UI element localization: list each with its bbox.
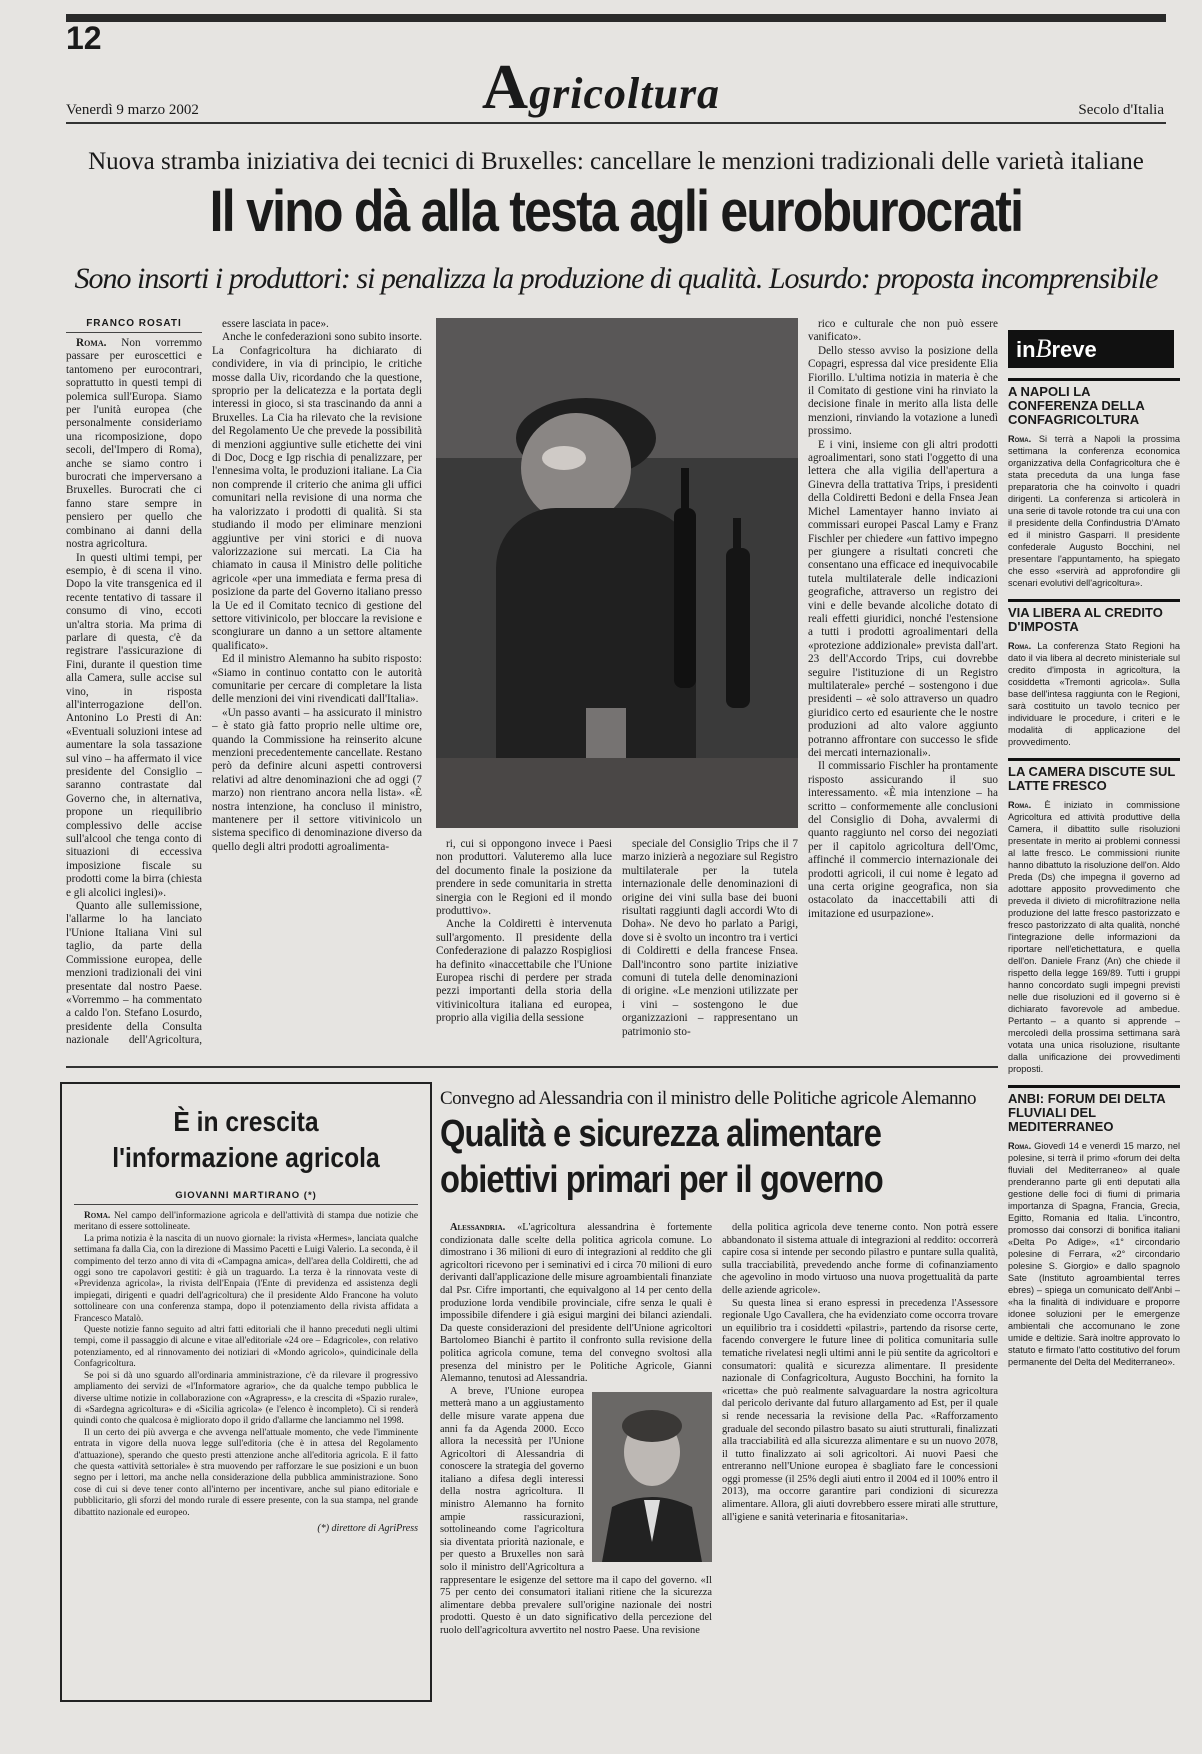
paragraph: «L'agricoltura alessandrina è fortemente condizionata dalle scelte della politica agricola comune. Lo dimostrano i 36 milioni di euro di integrazioni al reddito che gli agricoltori ricevono per i seminativi ed i circa 70 milioni di euro derivanti dall'applicazione delle misure agroambientali finanziate dal Psr. Cifre importanti, che equivalgono al 14 per cento della produzione lorda vendibile provinciale, cifre senza le quali è impossibile difendere i già esigui margini dei bilanci aziendali. Da queste considerazioni del presidente dell'Unione agricoltori Bartolomeo Bianchi è partito il confronto sulla revisione della politica agricola comune, tema del convegno svoltosi alla presenza del ministro per le Politiche Agricole, Gianni Alemanno, tenutosi ad Alessandria. bbox=[440, 1222, 712, 1385]
main-headline: Il vino dà alla testa agli euroburocrati bbox=[209, 179, 1023, 244]
paragraph: Quanto alle sullemissione, l'allarme lo ha lanciato l'Unione Italiana Vini sul taglio, da parte della Commissione europea, delle menzioni tradizionali dei vini presentate dal nostro Paese. «Vorremmo – ha commentato a caldo l'on. Stefano Losurdo, presidente della Consulta nazionale dell'Agricoltura, bbox=[66, 900, 202, 1047]
brief-title: A NAPOLI LA CONFERENZA DELLA CONFAGRICOLTURA bbox=[1008, 378, 1180, 427]
main-col-4 bbox=[622, 838, 798, 1060]
paragraph: Su questa linea si erano espressi in precedenza l'Assessore regionale Ugo Cavallera, che ha evidenziato come occorra trovare un equilibrio tra i cosiddetti «pilastri», partendo da risorse certe, facendo convergere le future linee di politica comunitaria sulle tematiche rivelatesi negli ultimi anni le più sentite da agricoltori e consumatori: qualità e sicurezza alimentare. Il presidente nazionale di Confagricoltura, Augusto Bocchini, ha fornito la «ricetta» che può realmente salvaguardare la nostra agricoltura dal pericolo derivante dal futuro allargamento ad Est, per il quale si rende necessaria la revisione della Pac. «Rafforzamento graduale del secondo pilastro basato su aiuti strutturali, finalizzati alla tracciabilità ed alla sicurezza alimentare e su un nuovo 2078, il tutto finalizzato ai soli agricoltori. Ai nuovi Paesi che entreranno nell'Unione europea è sbagliato fare le concessioni oggi promesse (il 25% degli aiuti entro il 2004 ed il 100% entro il 2013), ma occorre garantire pari condizioni di sicurezza alimentare. Allora, gli aiuti dovrebbero essere mirati alle strutture, all'igiene e sanità veterinaria e fitosanitaria». bbox=[722, 1297, 998, 1523]
in-breve-sidebar bbox=[1008, 330, 1180, 1730]
box-title-line1: È in crescita bbox=[173, 1106, 319, 1137]
top-rule bbox=[66, 14, 1166, 22]
photo-wine-drinker bbox=[436, 318, 798, 828]
brief-lead: Roma. bbox=[1008, 641, 1032, 651]
masthead-rule bbox=[66, 122, 1166, 124]
brief-title: VIA LIBERA AL CREDITO D'IMPOSTA bbox=[1008, 599, 1180, 634]
brief-text bbox=[1008, 640, 1180, 748]
main-byline: FRANCO ROSATI bbox=[66, 318, 202, 333]
brief-body: Giovedì 14 e venerdì 15 marzo, nel polesine, si terrà il primo «forum dei delta fluviali del Mediterraneo» al quale prenderanno parte gli enti deputati alla gestione delle foci di fiumi di primaria importanza di Spagna, Francia, Grecia, Egitto, Romania ed Italia. L'incontro, promosso dai consorzi di bonifica italiani «Delta Po Adige», «1° circondario polesine di Ferrara, «2° circondario polesine S. Giorgio» e dallo spagnolo Sate (Instituto agroambiental terres ebres) – spiega un comunicato dell'Anbi – «ha la finalità di individuare e proporre idonee soluzioni per le emergenze ambientali che accomunano le zone umide e deltizie. Sarà inoltre approvato lo statuto e firmato l'atto costitutivo del forum permanente del Delta del Mediterraneo». bbox=[1008, 1141, 1180, 1367]
second-col-1 bbox=[440, 1222, 712, 1702]
second-headline-1: Qualità e sicurezza alimentare bbox=[440, 1113, 882, 1155]
brief-lead: Roma. bbox=[1008, 800, 1032, 810]
box-lead: Roma. bbox=[84, 1211, 111, 1221]
logo-rest: reve bbox=[1051, 337, 1097, 362]
box-body bbox=[74, 1211, 418, 1534]
paragraph: Nel campo dell'informazione agricola e dell'attività di stampa due notizie che meritano di essere sottolineate. bbox=[74, 1211, 419, 1233]
paper-name: Secolo d'Italia bbox=[1078, 102, 1164, 118]
second-headline-2: obiettivi primari per il governo bbox=[440, 1159, 883, 1201]
main-col-2 bbox=[212, 318, 422, 1058]
main-col-1 bbox=[66, 318, 202, 1048]
paragraph: rico e culturale che non può essere vanificato». bbox=[808, 318, 998, 344]
portrait-illustration bbox=[592, 1392, 712, 1562]
box-byline: GIOVANNI MARTIRANO (*) bbox=[74, 1190, 418, 1205]
logo-b: B bbox=[1035, 334, 1052, 363]
second-kicker: Convegno ad Alessandria con il ministro delle Politiche agricole Alemanno bbox=[440, 1088, 977, 1109]
main-kicker: Nuova stramba iniziativa dei tecnici di Bruxelles: cancellare le menzioni tradizionali delle varietà italiane bbox=[88, 148, 1144, 175]
paragraph: Il commissario Fischler ha prontamente risposto assicurando il suo interessamento. «È mia intenzione – ha scritto – conformemente alle conclusioni del Consiglio di Doha, avvalermi di quanto raggiunto nel corso dei negoziati per il capitolo agricoltura dell'Omc, affinché il commercio internazionale dei prodotti agricoli, il cui nome è legato ad una certa origine geografica, non sia ostacolato da inaccettabili atti di imitazione ed usurpazione». bbox=[808, 760, 998, 920]
paragraph: Non vorremmo passare per euroscettici e tantomeno per eurocontrari, soprattutto in questi tempi di polemica sull'Europa. Siamo per l'unità europea (che personalmente consideriamo una ricomposizione, dopo secoli, del'Impero di Roma), anche se siamo contro i burocrati che imperversano a Bruxelles. Burocrati che ci fanno stare sempre in pensiero per quello che combinano ai danni della nostra agricoltura. bbox=[66, 337, 202, 551]
paragraph: Ed il ministro Alemanno ha subito risposto: «Siamo in continuo contatto con le autorità comunitarie per cercare di completare la lista delle menzioni dei vini rivendicati dall'Italia». bbox=[212, 653, 422, 706]
main-lead: Roma. bbox=[76, 337, 107, 349]
paragraph: Anche le confederazioni sono subito insorte. La Confagricoltura ha dichiarato di condividere, in via di principio, le critiche mosse dalla Uiv, ricordando che la questione, sproprio per la delicatezza e la portata degli interessi in gioco, si sta trascinando da anni a Bruxelles. La Cia ha rilevato che la revisione del Regolamento Ue che prevede la possibilità di menzioni aggiuntive sulle etichette dei vini di Doc, Docg e Igp rischia di penalizzare, per l'ennesima volta, le produzioni italiane. La Cia non comprende il criterio che anima gli uffici comunitari nella revisione di una norma che ha valorizzato i prodotti di qualità. Si sta studiando il modo per eliminare menzioni aggiuntive per vini storici e di nuova valorizzazione sui mercati. La Cia ha chiamato in causa il Ministro delle politiche agricole «per una immediata e ferma presa di posizione da parte del Governo italiano presso la Ue ed il Comitato tecnico di gestione del settore vitivinicolo, per bloccare la revisione e scongiurare un danno a un settore altamente qualificato». bbox=[212, 331, 422, 652]
paragraph: In questi ultimi tempi, per esempio, è di scena il vino. Dopo la vite transgenica ed il recente tentativo di tassare il consumo di vino, eccoti un'altra storia. Ma prima di parlare di questa, c'è da registrare l'assicurazione di Fini, durante il question time alla Camera, sulle accise sul vino, in risposta all'interrogazione dell'on. Antonino Lo Presti di An: «Eventuali soluzioni intese ad aumentare la sola tassazione sul vino – ha affermato il vice presidente del Consiglio – saranno contrastate dal Governo che, in alternativa, propone un riequilibrio complessivo delle accise sull'alcool che tenga conto di situazioni di eccessiva imposizione fiscale su prodotti come la birra (chiesta e gli alcolici inglesi)». bbox=[66, 551, 202, 899]
box-title-line2: l'informazione agricola bbox=[112, 1142, 380, 1173]
brief-text bbox=[1008, 1140, 1180, 1368]
brief-title: ANBI: FORUM DEI DELTA FLUVIALI DEL MEDITERRANEO bbox=[1008, 1085, 1180, 1134]
section-cap: A bbox=[481, 51, 530, 122]
paragraph: Anche la Coldiretti è intervenuta sull'argomento. Il presidente della Confederazione di palazzo Rospigliosi ha definito «inaccettabile che l'Unione Europea rischi di perdere per strada pezzi importanti della storia della vitivinicoltura italiana ed europea, proprio alla vigilia della sessione bbox=[436, 918, 612, 1025]
brief-body: La conferenza Stato Regioni ha dato il via libera al decreto ministeriale sul credito d'imposta in agricoltura, la cosiddetta «Tremonti agricola». Sulla base dell'intesa raggiunta con le Regioni, sarà costituito un tavolo tecnico per individuare le procedure, i criteri e le modalità di applicazione del provvedimento. bbox=[1008, 641, 1180, 747]
paragraph: Il un certo dei più avverga e che avvenga nell'attuale momento, che vede l'imminente entrata in vigore della nuova legge sull'editoria (che è in attesa del Regolamento d'attuazione), sperando che questo presti attenzione anche all'editoria agricola. E il fatto che questa «attività settoriale» è stra muovendo per rafforzare le sue posizioni e un buon segno per i lettori, ma anche nella considerazione della pubblica amministrazione. Sono cose di cui si deve tener conto all'interno per incentivare, anche sul piano editoriale e pubblicitario, gli sforzi del mondo rurale di essere presente, con la sua stampa, nel grande dibattito nazionale ed europeo. bbox=[74, 1427, 418, 1518]
paragraph: «Un passo avanti – ha assicurato il ministro – è stato già fatto proprio nelle ultime ore, quando la Commissione ha reinserito alcune menzioni precedentemente cancellate. Restano però da definire alcuni aspetti controversi relativi ad altre denominazioni che ad oggi (7 marzo) non rientrano ancora nella lista». «È nostra intenzione, ha concluso il ministro, mantenere per il settore vitivinicolo un sistema specifico di denominazione diverso da quello degli altri prodotti agroalimenta- bbox=[212, 706, 422, 853]
paragraph: A breve, l'Unione europea metterà mano a un aggiustamento delle misure varate appena due anni fa da Agenda 2000. Ecco allora la necessità per l'Unione Agricoltori di Alessandria di conoscere la strategia del governo italiano a difesa degli interessi della nostra agricoltura. Il ministro Alemanno ha fornito ampie rassicurazioni, sottolineando come l'agricoltura sia diventata priorità nazionale, e per questo a Bruxelles non sarà solo il ministro dell'Agricoltura a rappresentare le esigenze del settore ma il capo del governo. «Il 75 per cento dei consumatori italiani ritiene che la sicurezza alimentare debba prevalere sull'origine nazionale dei nostri prodotti. Questo è un dato significativo della percezione del ruolo dell'agricoltura avvertito nel nostro Paese. Una revisione bbox=[440, 1385, 712, 1636]
brief-body: È iniziato in commissione Agricoltura ed attività produttive della Camera, il dibattito sulle risoluzioni presentate in merito ai problemi connessi al latte fresco. Le commissioni riunite hanno dibattuto la risoluzione dell'on. Aldo Preda (Ds) che impegna il governo ad adottare apposito provvedimento che preveda il divieto di microfiltrazione nella produzione del latte fresco pastorizzato e fresco pastorizzato di alta qualità, nonché l'integrazione delle informazioni da riportare nell'etichettatura, e quella dell'on. Daniele Franz (An) che chiede il rispetto della legge 169/89. Tutti i gruppi hanno concordato sugli impegni previsti nelle due risoluzioni ed il governo si è dichiarato favorevole ad ambedue. Pertanto – a quanto si apprende – mercoledì della prossima settimana sarà votata una unica risoluzione, risultante dalla unificazione dei provvedimenti proposti. bbox=[1008, 800, 1180, 1074]
in-breve-logo bbox=[1008, 330, 1174, 368]
paragraph: Dello stesso avviso la posizione della Copagri, espressa dal vice presidente Elia Fiorillo. L'ultima notizia in materia è che il Comitato di gestione vini ha rinviato la decisione finale in merito alla lista delle menzioni, rinviando la votazione a lunedì prossimo. bbox=[808, 344, 998, 438]
photo-illustration bbox=[436, 318, 798, 828]
page-number: 12 bbox=[66, 20, 102, 56]
main-col-5 bbox=[808, 318, 998, 1060]
brief-lead: Roma. bbox=[1008, 434, 1032, 444]
section-divider bbox=[66, 1066, 998, 1068]
brief-text bbox=[1008, 799, 1180, 1075]
brief-body: Si terrà a Napoli la prossima settimana la conferenza economica organizzativa della Confagricoltura che è stata preceduta da una lunga fase preparatoria che ha coinvolto i quadri dirigenti. La conferenza si articolerà in una serie di tavole rotonde tra cui una con il presidente della Confindustria D'Amato ed il ministro Gasparri. Il presidente confederale Augusto Bocchini, nel presentare l'appuntamento, ha spiegato che esso «servirà ad approfondire gli scenari evolutivi dell'agricoltura». bbox=[1008, 434, 1180, 588]
logo-in: in bbox=[1016, 337, 1036, 362]
section-rest: gricoltura bbox=[529, 69, 721, 118]
paragraph: Queste notizie fanno seguito ad altri fatti editoriali che il hanno preceduti negli ultimi tempi, come il passaggio di alcune e vitae all'editoriale «24 ore – Edagricole», con relativo potenziamento, ed al rinnovamento dei notiziari di «Mondo agricolo», quindicinale della Confagricoltura. bbox=[74, 1325, 418, 1370]
second-col-2 bbox=[722, 1222, 998, 1702]
alemanno-photo bbox=[592, 1392, 712, 1562]
main-col-3 bbox=[436, 838, 612, 1060]
brief-text bbox=[1008, 433, 1180, 589]
paragraph: ri, cui si oppongono invece i Paesi non produttori. Valuteremo alla luce del documento finale la posizione da prendere in sede comunitaria in stretta sinergia con le Regioni ed il mondo produttivo». bbox=[436, 838, 612, 918]
box-signature: (*) direttore di AgriPress bbox=[317, 1522, 418, 1534]
second-lead: Alessandria. bbox=[450, 1222, 506, 1233]
brief-title: LA CAMERA DISCUTE SUL LATTE FRESCO bbox=[1008, 758, 1180, 793]
dateline: Venerdì 9 marzo 2002 bbox=[66, 102, 199, 118]
paragraph: E i vini, insieme con gli altri prodotti agroalimentari, sono stati l'oggetto di una lettera che alla vigilia dell'apertura a Ginevra della trattativa Trips, i presidenti della Coldiretti Bedoni e della Fnsea Jean Michel Lamentayer hanno inviato ai commissari europei Pascal Lamy e Franz Fischler per chiedere «un fattivo impegno per giungere a risultati concreti che consentano una efficace ed inequivocabile tutela multilaterale delle indicazioni geografiche, attraverso un registro dei vini e delle bevande alcoliche dotato di reali effetti giuridici, nonché l'estensione a tutti i prodotti agroalimentari della «protezione addizionale» prevista dall'art. 23 dell'Accordo Trips, cui dovrebbe seguire l'istituzione di un Registro multilaterale» perché – sostengono i due presidenti – «è solo attraverso un quadro giuridico certo ed esauriente che le nostre produzioni ad alto valore aggiunto potranno affrontare con successo le sfide dei mercati internazionali». bbox=[808, 438, 998, 759]
paragraph: La prima notizia è la nascita di un nuovo giornale: la rivista «Hermes», lanciata qualche settimana fa dalla Cia, con la direzione di Massimo Pacetti e Luigi Valerio. La seconda, è il compimento del terzo anno di vita di «Campagna amica», dell'area della Coldiretti, che ad oggi sono tre capolavori gestiti: è già un traguardo. La terza è la rinnovata veste di «Previdenza agricola», la rivista dell'Enpaia (l'Ente di previdenza ed assistenza degli impiegati, dirigenti e quadri dell'agricoltura) che il presidente Aldo Francone ha voluto sottolineare con una conferenza stampa, dopo il potenziamento della rivista affidata a Francesco Matalò. bbox=[74, 1233, 418, 1324]
paragraph: speciale del Consiglio Trips che il 7 marzo inizierà a negoziare sul Registro multilaterale per la tutela internazionale delle denominazioni di origine dei vini sulla base dei buoni risultati raggiunti dagli accordi Wto di Doha». Ne devo ho parlato a Parigi, dove si è svolto un incontro tra i vertici di Coldiretti e della francese Fnsea. Dall'incontro sono partite iniziative comuni di tutela delle denominazioni di origine. «Le menzioni utilizzate per i vini – sostengono le due organizzazioni – rappresentano un patrimonio sto- bbox=[622, 838, 798, 1038]
main-subhead: Sono insorti i produttori: si penalizza la produzione di qualità. Losurdo: proposta incomprensibile bbox=[74, 262, 1158, 295]
paragraph: Se poi si dà uno sguardo all'ordinaria amministrazione, c'è da rilevare il progressivo ampliamento dei servizi de «l'Informatore agrario», che da qualche tempo pubblica le diverse ultime notizie in collaborazione con «Agrapress», e la crescita di «Spazio rurale», di «Sardegna agricoltura» e di «Sicilia agricola» (e l'elenco è incompleto). Ci si renderà quindi conto che qualcosa è migliorato dopo il grido d'allarme che lanciammo nel 1998. bbox=[74, 1370, 418, 1427]
paragraph: della politica agricola deve tenerne conto. Non potrà essere abbandonato il sistema attuale di integrazioni al reddito: occorrerà capire cosa si intende per secondo pilastro e puntare sulla qualità, sulla tracciabilità, prevedendo anche forme di cofinanziamento che agevolino in modo virtuoso una nuova progettualità da parte delle aziende agricole». bbox=[722, 1222, 998, 1296]
brief-lead: Roma. bbox=[1008, 1141, 1032, 1151]
paragraph: essere lasciata in pace». bbox=[222, 318, 329, 330]
info-box-article bbox=[60, 1082, 432, 1702]
